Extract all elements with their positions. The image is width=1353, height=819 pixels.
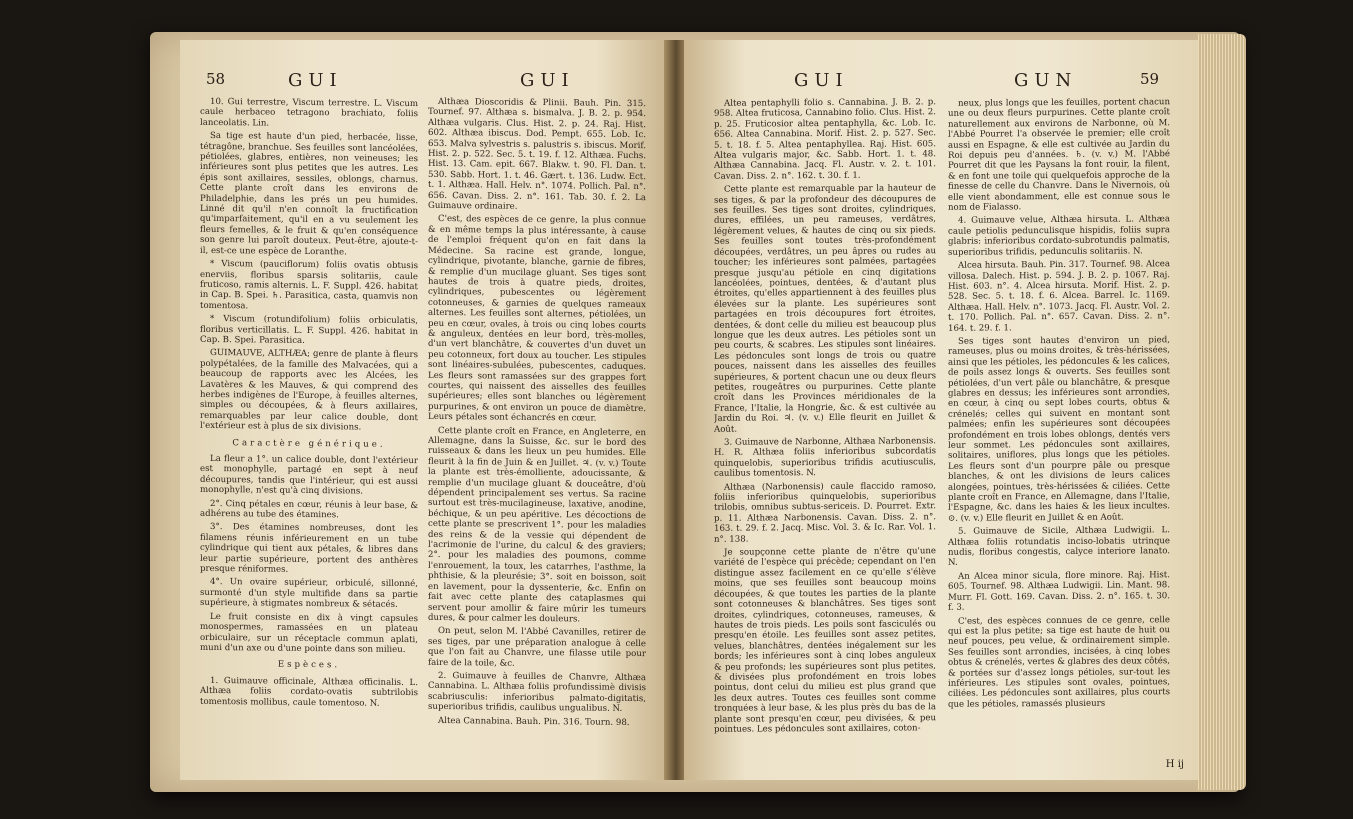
paragraph: On peut, selon M. l'Abbé Cavanilles, retirer de ses tiges, par une préparation analogue à celle que l'on fait au Chanvre, une filasse utile pour faire de la toile, &c.: [428, 626, 646, 669]
paragraph: 4. Guimauve velue, Althæa hirsuta. L. Althæa caule petiolis pedunculisque hispidis, foliis supra glabris: inferioribus cordato-subrotundis palmatis, superioribus trifidis, pedunculis solitariis. N.: [948, 214, 1170, 258]
running-head: GUN: [1014, 70, 1078, 91]
paragraph: Altea pentaphylli folio s. Cannabina. J. B. 2. p. 958. Altea fruticosa, Cannabino folio. Clus. Hist. 2. p. 25. Fruticosior altea pentaphylla, &c. Lob. Ic. 656. Altea Cannabina. Morif. Hist. 2. p. 527. Sec. 5. t. 18. f. 5. Altea pentaphyllea. Raj. Hist. 605. Altea vulgaris major, &c. Sabb. Hort. 1. t. 48. Althæa Cannabina. Jacq. Fl. Austr. v. 2. t. 101. Cavan. Diss. 2. n°. 162. t. 30. f. 1.: [714, 97, 936, 182]
paragraph: C'est, des espèces connues de ce genre, celle qui est la plus petite; sa tige est haute de huit ou neuf pouces, peu velue, & ordinairement simple. Ses feuilles sont arrondies, incisées, à cinq lobes obtus & crénelés, vertes & glabres des deux côtés, & portées sur d'assez longs pétioles, sur-tout les inférieures. Les stipules sont ovales, pointues, ciliées. Les pédoncules sont axillaires, plus courts que les pétioles, ramassés plusieurs: [948, 614, 1170, 710]
text-column-2: [428, 97, 646, 773]
paragraph: 4°. Un ovaire supérieur, orbiculé, sillonné, surmonté d'un style multifide dans sa partie supérieure, à stigmates nombreux & sétacés.: [200, 577, 418, 611]
left-header: [180, 70, 668, 92]
page-number: 58: [206, 70, 226, 88]
paragraph: 10. Gui terrestre, Viscum terrestre. L. Viscum caule herbaceo tetragono brachiato, foliis lanceolatis. Lin.: [200, 96, 418, 129]
page-number: 59: [1140, 70, 1160, 88]
running-head: GUI: [794, 70, 849, 91]
paragraph: 3. Guimauve de Narbonne, Althæa Narbonensis. H. R. Althæa foliis inferioribus subcordatis quinquelobis, superioribus trifidis acutiusculis, caulibus tomentosis. N.: [714, 436, 936, 479]
text-column-2: [948, 97, 1170, 773]
paragraph: An Alcea minor sicula, flore minore. Raj. Hist. 605. Tournef. 98. Althæa Ludwigii. Lin. Mant. 98. Murr. Fl. Gott. 169. Cavan. Diss. 2. n°. 165. t. 30. f. 3.: [948, 570, 1170, 613]
text-column-1: [714, 97, 936, 773]
paragraph: Altea Cannabina. Bauh. Pin. 316. Tourn. 98.: [438, 715, 630, 728]
paragraph: La fleur a 1°. un calice double, dont l'extérieur est monophylle, partagé en sept à neuf découpures, tandis que l'intérieur, qui est aussi monophylle, n'est qu'à cinq divisions.: [200, 453, 418, 497]
signature-mark: H ij: [1165, 759, 1184, 770]
paragraph: neux, plus longs que les feuilles, portent chacun une ou deux fleurs purpurines. Cette plante croît naturellement aux environs de Narbonne, où M. l'Abbé Pourret l'a observée le premier; elle croît aussi en Espagne, & elle est cultivée au Jardin du Roi depuis peu d'années. ♄. (v. v.) M. l'Abbé Pourret dit que les Paysans la font rouir, la filent, & en font une toile qui quelquefois approche de la finesse de celle du Chanvre. Dans le Nivernois, où elle vient abondamment, elle est connue sous le nom de Fialasso.: [948, 97, 1170, 213]
paragraph: GUIMAUVE, ALTHÆA; genre de plante à fleurs polypétalées, de la famille des Malvacées, qui a beaucoup de rapports avec les Alcées, les Lavatères & les Mauves, & qui comprend des herbes indigènes de l'Europe, à feuilles alternes, simples ou découpées, & à fleurs axillaires, remarquables par leur calice double, dont l'extérieur est à plus de six divisions.: [200, 348, 418, 433]
left-page: [180, 40, 668, 780]
paragraph: Cette plante est remarquable par la hauteur de ses tiges, & par la profondeur des découpures de ses feuilles. Ses tiges sont droites, cylindriques, dures, effilées, un peu rameuses, verdâtres, légèrement velues, & hautes de cinq ou six pieds. Ses feuilles sont toutes très-profondément découpées, verdâtres, un peu âpres ou rudes au toucher; les inférieures sont palmées, partagées presque jusqu'au pétiole en cinq digitations lancéolées, pointues, dentées, & d'autant plus étroites, qu'elles appartiennent à des feuilles plus élevées sur la plante. Les supérieures sont partagées en trois découpures fort étroites, dentées, & dont celle du milieu est beaucoup plus longue que les deux autres. Les pétioles sont un peu courts, & scabres. Les stipules sont linéaires. Les pédoncules sont longs de trois ou quatre pouces, naissent dans les aisselles des feuilles supérieures, & portent chacun une ou deux fleurs petites, rougeâtres ou purpurines. Cette plante croît dans les Provinces méridionales de la France, l'Italie, la Hongrie, &c. & est cultivée au Jardin du Roi. ♃. (v. v.) Elle fleurit en Juillet & Août.: [714, 183, 936, 435]
paragraph: 2°. Cinq pétales en cœur, réunis à leur base, & adhérens au tube des étamines.: [200, 498, 418, 521]
running-head: GUI: [288, 70, 343, 91]
paragraph: 3°. Des étamines nombreuses, dont les filamens réunis inférieurement en un tube cylindrique qui tient aux pétales, & libres dans leur partie supérieure, portent des anthères presque réniformes.: [200, 522, 418, 575]
running-head: GUI: [520, 70, 575, 91]
right-page: [684, 40, 1198, 780]
section-heading: Espèces.: [277, 659, 341, 671]
text-column-1: [200, 97, 418, 773]
section-heading: Caractère générique.: [232, 437, 386, 450]
paragraph: 5. Guimauve de Sicile, Althæa Ludwigii. L. Althæa foliis rotundatis inciso-lobatis utrinque nudis, floribus congestis, calyce interiore lanato. N.: [948, 525, 1170, 569]
paragraph: Sa tige est haute d'un pied, herbacée, lisse, tétragône, branchue. Ses feuilles sont lancéolées, pétiolées, glabres, entières, non veineuses; les inférieures sont plus petites que les autres. Les épis sont axillaires, sessiles, oblongs, charnus. Cette plante croît dans les environs de Philadelphie, dans les prés un peu humides. Linné dit qu'il n'en connoît la fructification qu'imparfaitement, qu'il en a vu seulement les fleurs femelles, & le fruit & qu'en conséquence son genre lui paroît douteux. Peut-être, ajoute-t-il, est-ce une espèce de Loranthe.: [200, 131, 418, 258]
paragraph: Cette plante croît en France, en Angleterre, en Allemagne, dans la Suisse, &c. sur le bord des ruisseaux & dans les lieux un peu humides. Elle fleurit à la fin de Juin & en Juillet. ♃. (v. v.) Toute la plante est très-émolliente, adoucissante, & remplie d'un mucilage gluant & douceâtre, d'où dépendent principalement ses vertus. Sa racine surtout est très-mucilagineuse, laxative, anodine, béchique, & un peu apéritive. Les décoctions de cette plante se prescrivent 1°. pour les maladies des reins & de la vessie qui dépendent de l'acrimonie de l'urine, du calcul & des graviers; 2°. pour les maladies des poumons, comme l'enrouement, la toux, les catarrhes, l'asthme, la phthisie, & la pleurésie; 3°. soit en boisson, soit en lavement, pour la dyssenterie, &c. Enfin on fait avec cette plante des cataplasmes qui servent pour amollir & faire mûrir les tumeurs dures, & pour calmer les douleurs.: [428, 425, 646, 625]
right-header: [684, 70, 1198, 92]
paragraph: Althæa Dioscoridis & Plinii. Bauh. Pin. 315. Tournef. 97. Althæa s. bismalva. J. B. 2. p. 954. Althæa vulgaris. Clus. Hist. 2. p. 24. Raj. Hist. 602. Althæa ibiscus. Dod. Pempt. 655. Lob. Ic. 653. Malva sylvestris s. palustris s. ibiscus. Morif. Hist. 2. p. 522. Sec. 5. t. 19. f. 12. Althæa. Fuchs. Hist. 13. Cam. epit. 667. Blakw. t. 90. Fl. Dan. t. 530. Sabb. Hort. 1. t. 46. Gært. t. 136. Ludw. Ect. t. 1. Althæa. Hall. Helv. n°. 1074. Pollich. Pal. n°. 656. Cavan. Diss. 2. n°. 161. Tab. 30. f. 2. La Guimauve ordinaire.: [428, 96, 646, 212]
paragraph: Le fruit consiste en dix à vingt capsules monospermes, ramassées en un plateau orbiculaire, sur un réceptacle commun aplati, muni d'un axe ou d'une pointe dans son milieu.: [200, 611, 418, 655]
paragraph: 1. Guimauve officinale, Althæa officinalis. L. Althæa foliis cordato-ovatis subtrilobis tomentosis mollibus, caule tomentoso. N.: [200, 675, 418, 709]
paragraph: Althæa (Narbonensis) caule flaccido ramoso, foliis inferioribus quinquelobis, superioribus trilobis, omnibus subtus-sericeis. D. Pourret. Extr. p. 11. Althæa Narbonensis. Cavan. Diss. 2. n°. 163. t. 29. f. 2. Jacq. Misc. Vol. 3. & Ic. Rar. Vol. 1. n°. 138.: [714, 480, 936, 545]
paragraph: * Viscum (pauciflorum) foliis ovatis obtusis enerviis, floribus sparsis solitariis, caule fruticoso, ramis alternis. L. F. Suppl. 426. habitat in Cap. B. Spei. ♄. Parasitica, casta, quamvis non tomentosa.: [200, 259, 418, 312]
paragraph: 2. Guimauve à feuilles de Chanvre, Althæa Cannabina. L. Althæa foliis profundissimè divisis scabriusculis: inferioribus palmato-digitatis, superioribus trifidis, caulibus ungualibus. N.: [428, 670, 646, 715]
paragraph: C'est, des espèces de ce genre, la plus connue & en même temps la plus intéressante, à cause de l'emploi fréquent qu'on en fait dans la Médecine. Sa racine est grande, longue, cylindrique, pivotante, blanche, garnie de fibres, & remplie d'un mucilage gluant. Ses tiges sont hautes de trois à quatre pieds, droites, cylindriques, pubescentes ou légèrement cotonneuses, & garnies de quelques rameaux alternes. Les feuilles sont alternes, pétiolées, un peu en cœur, ovales, à trois ou cinq lobes courts & anguleux, dentées en leur bord, très-molles, d'un vert blanchâtre, & couvertes d'un duvet un peu cotonneux, fort doux au toucher. Les stipules sont linéaires-subulées, pubescentes, caduques. Les fleurs sont ramassées sur des grappes fort courtes, qui naissent des aisselles des feuilles supérieures; elles sont blanches ou légèrement purpurines, & ont environ un pouce de diamètre. Leurs pétales sont échancrés en cœur.: [428, 214, 646, 424]
paragraph: * Viscum (rotundifolium) foliis orbiculatis, floribus verticillatis. L. F. Suppl. 426. habitat in Cap. B. Spei. Parasitica.: [200, 314, 418, 346]
paragraph: Ses tiges sont hautes d'environ un pied, rameuses, plus ou moins droites, & très-hérissées, ainsi que les pétioles, les pédoncules & les calices, de poils assez longs & ouverts. Ses feuilles sont pétiolées, d'un vert pâle ou blanchâtre, & presque glabres en dessus; les inférieures sont arrondies, en cœur, à cinq ou sept lobes courts, obtus & crénelés; celles qui suivent en montant sont palmées; enfin les supérieures sont découpées profondément en trois lobes oblongs, dentés vers leur sommet. Les pédoncules sont axillaires, solitaires, uniflores, plus longs que les pétioles. Les fleurs sont d'un pourpre pâle ou presque blanches, & ont les divisions de leurs calices alongées, pointues, très-hérissées & ciliées. Cette plante croît en France, en Allemagne, dans l'Italie, l'Espagne, &c. dans les haies & les lieux incultes. ⊙. (v. v.) Elle fleurit en Juillet & en Août.: [948, 335, 1170, 524]
paragraph: Je soupçonne cette plante de n'être qu'une variété de l'espèce qui précède; cependant on l'en distingue assez facilement en ce qu'elle s'élève moins, que ses feuilles sont beaucoup moins découpées, & que toutes les parties de la plante sont cotonneuses & blanchâtres. Ses tiges sont droites, cylindriques, cotonneuses, rameuses, & hautes de trois pieds. Les poils sont fasciculés ou presqu'en étoile. Les feuilles sont assez petites, velues, blanchâtres, dentées inégalement sur les bords; les inférieures sont à cinq lobes anguleux & peu profonds; les supérieures sont plus petites, & divisées plus profondément en trois lobes pointus, dont celui du milieu est plus grand que les deux autres. Toutes ces feuilles sont comme tronquées à leur base, & les plus près du bas de la plante sont presqu'en cœur, peu divisées, & peu pointues. Les pédoncules sont axillaires, coton-: [714, 546, 936, 735]
page-edge-right: [1196, 34, 1246, 790]
paragraph: Alcea hirsuta. Bauh. Pin. 317. Tournef. 98. Alcea villosa. Dalech. Hist. p. 594. J. B. 2. p. 1067. Raj. Hist. 603. n°. 4. Alcea hirsuta. Morif. Hist. 2. p. 528. Sec. 5. t. 18. f. 6. Alcea. Barrel. Ic. 1169. Althæa. Hall. Helv. n°. 1073. Jacq. Fl. Austr. Vol. 2. t. 170. Pollich. Pal. n°. 657. Cavan. Diss. 2. n°. 164. t. 29. f. 1.: [948, 259, 1170, 334]
